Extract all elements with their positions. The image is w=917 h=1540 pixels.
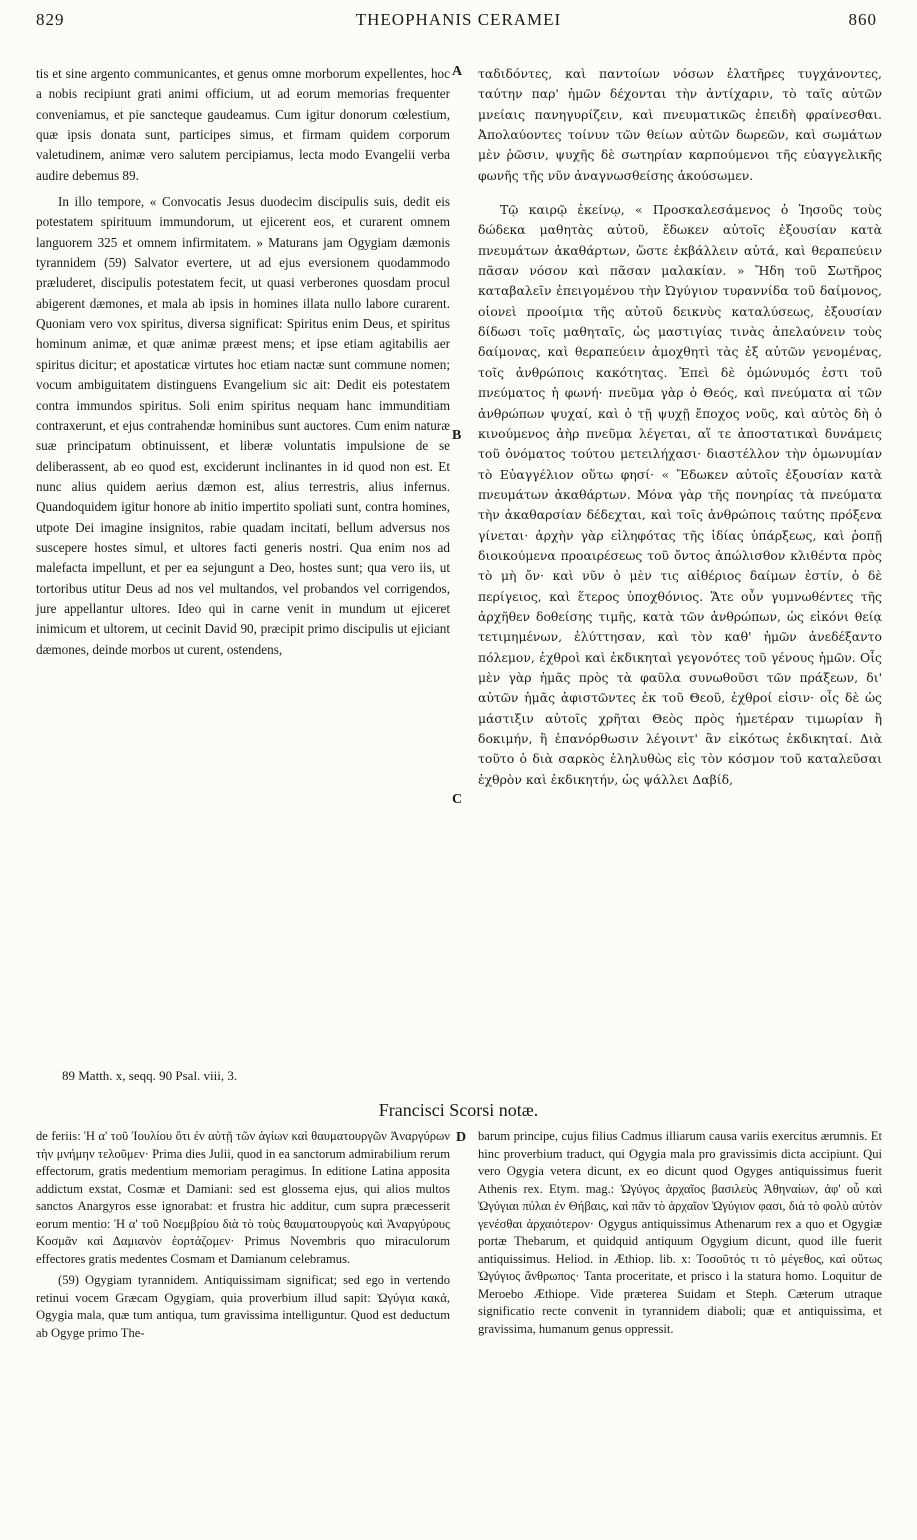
greek-column <box>478 64 882 790</box>
page-header <box>0 10 917 40</box>
note-paragraph: barum principe, cujus filius Cadmus illiarum causa variis exercitus ærumnis. Et hinc proverbium traduct, qui Ogygia mala pro gravissimis dicta accipiunt. Qui vero Ogygia vetera dicunt, ex eo dicunt quod Ogyges antiquissimus fuerit Athenis rex. Etym. mag.: Ὠγύγος ἀρχαῖος βασιλεὺς Ἀθηναίων, ἀφ' οὗ καὶ Ὠγύγιαι πύλαι ἐν Θήβαις, καὶ πᾶν τὸ ἀρχαῖον Ὠγύγιον φασι, διὰ τὸ φολὺ αὐτὸν γενέσθαι ἀρχαιότερον· Ogygus antiquissimus Athenarum rex a quo et Ogygiæ portæ Thebarum, et quidquid antiquum Ogygium dicunt, quod ille fuerit antiquissimus. Heliod. in Æthiop. lib. x: Τοσοῦτός τι τὸ μέγεθος, καὶ οὕτως Ὠγύγιος ἄνθρωπος· Tanta proceritate, et prisco i la statura homo. Loquitur de Meroebo Æthiope. Vide præterea Suidam et Steph. Cæterum utraque significatio recte convenit in tyrannidem diaboli; quæ et antiquissima, et gravissima, humanum genus oppressit. <box>478 1129 882 1336</box>
margin-letter-b: B <box>452 428 462 443</box>
latin-column <box>36 64 450 660</box>
page-number-left: 829 <box>36 10 65 29</box>
margin-letter-d: D <box>456 1130 467 1145</box>
latin-paragraph-2: In illo tempore, « Convocatis Jesus duodecim discipulis suis, dedit eis potestatem spirituum immundorum, ut ejicerent eos, et curarent omnem languorem 325 et omnem infirmitatem. » Maturans jam Ogygiam dæmonis tyrannidem (59) Salvator evertere, ut ad ejus eversionem quodammodo præluderet, discipulis potestatem fecit, ut quasi verberones quosdam procul abigerent dæmones, et mala ab ipsis in homines illata nullo labore curarent. Quoniam vero vox spiritus, diversa significat: Spiritus enim Deus, et spiritus hominum animæ, et quæ animæ præest mens; et ipse etiam agitabilis aer spiritus dicitur; et apostaticæ virtutes hoc etiam nactæ sunt commune nomen; vocum ambiguitatem distinguens Evangelium sic ait: Dedit eis potestatem contra immundos spiritus. Soli enim spiritus nequam hanc immunditiam contraxerunt, et ejus contrahendæ hominibus sunt auctores. Cum enim naturæ suæ principatum obtinuissent, et liberæ voluntatis impulsione de se deliberassent, ab eo quod est, exciderunt inclinantes in id quod non est. Et nunc alius quidem aerius dæmon est, alius terrestris, alius infernus. Quandoquidem igitur honore ab initio impertito spoliati sunt, contra homines, utpote Dei imagine insignitos, rabie quadam incitati, bellum adversus nos suscepere hostes simul, et ultores facti generis nostri. Qua enim nos ad malefacta impellunt, et per ea sejungunt a Deo, hostes sunt; qua vero iis, ut tortoribus utitur Deus ad nos vel multandos, vel probandos vel corrigendos, jure appellantur ultores. Ideo qui in carne venit in mundum ut ejiceret inimicum et ultorem, ut cecinit David 90, præcipit primo discipulis ut ejiciant dæmones, deinde morbos ut curent, ostendens, <box>36 194 450 657</box>
page-number-right: 860 <box>848 10 877 29</box>
margin-letter-c: C <box>452 792 463 807</box>
greek-paragraph-1: ταδιδόντες, καὶ παντοίων νόσων ἐλατῆρες τυγχάνοντες, ταύτην παρ' ἡμῶν δέχονται τὴν ἀντίχαριν, τὸ ταῖς αὐτῶν μνείαις πανηγυρίζειν, καὶ πνευματικῶς ἐπειδὴ φραίνεσθαι. Ἀπολαύοντες τοίνυν τῶν θείων αὐτῶν δωρεῶν, καὶ σωμάτων μὲν ῥῶσιν, ψυχῆς δὲ σωτηρίαν καρπούμενοι τῆς εὐαγγελικῆς φωνῆς τῆς νῦν ἀναγνωσθείσης ἀκούσωμεν. <box>478 66 882 183</box>
note-paragraph: (59) Ogygiam tyrannidem. Antiquissimam significat; sed ego in vertendo retinui vocem Græcam Ogygiam, quia proverbium illud sapit: Ὠγύγια κακά, Ogygia mala, quæ tum antiqua, tum gravissima intelliguntur. Quod est deductum ab Ogyge primo The- <box>36 1273 450 1340</box>
notes-right-column <box>478 1128 882 1338</box>
footnotes: 89 Matth. x, seqq. 90 Psal. viii, 3. <box>62 1068 238 1083</box>
notes-title: Francisci Scorsi notæ. <box>378 1100 539 1120</box>
note-paragraph: de feriis: Ἡ α' τοῦ Ἰουλίου ὅτι ἐν αὐτῇ τῶν ἁγίων καὶ θαυματουργῶν Ἀναργύρων τὴν μνήμην τελοῦμεν· Prima dies Julii, quod in ea sanctorum admirabilium rerum effectorum, gratis medentium memoriam peragimus. In editione Latina apposita addictum exstat, Cosmæ et Damiani: sed est glossema ejus, qui alios multos sanctos Anargyros esse ignorabat: et frustra hic additur, cum supra præcesserit eorum mentio: Ἡ α' τοῦ Νοεμβρίου διὰ τὸ τοὺς θαυματουργοὺς καὶ Ἀναργύρους Κοσμᾶν καὶ Δαμιανὸν ἑορτάζομεν· Primus Novembris quo miraculorum effectores gratis medentes Cosmam et Damianum celebramus. <box>36 1129 450 1266</box>
running-title: THEOPHANIS CERAMEI <box>355 10 562 29</box>
margin-letter-a: A <box>452 64 463 79</box>
latin-paragraph-1: tis et sine argento communicantes, et genus omne morborum expellentes, hoc a nobis recipiunt grati animi officium, ut ad eorum memorias frequenter conveniamus, et pie sancteque gaudeamus. Cum igitur donorum cœlestium, quæ ipsis donata sunt, participes simus, et firmam quidem corporum valetudinem, animæ vero salutem percipiamus, lecta modo Evangelii verba audire debemus 89. <box>36 66 450 183</box>
greek-paragraph-2: Τῷ καιρῷ ἐκείνῳ, « Προσκαλεσάμενος ὁ Ἰησοῦς τοὺς δώδεκα μαθητὰς αὐτοῦ, ἔδωκεν αὐτοῖς ἐξουσίαν κατὰ πνευμάτων ἀκαθάρτων, ὥστε ἐκβάλλειν αὐτά, καὶ θεραπεύειν πᾶσαν νόσον καὶ πᾶσαν μαλακίαν. » Ἤδη τοῦ Σωτῆρος καταβαλεῖν ἐπειγομένου τὴν Ὠγύγιον τυραννίδα τοῦ δαίμονος, οἱονεὶ προοίμια τῆς αὐτοῦ δεικνὺς καταλύσεως, ἐξουσίαν δίδωσι τοῖς μαθηταῖς, ὡς μαστιγίας τινὰς ἀπελαύνειν τοὺς δαίμονας, καὶ θεραπεύειν ἀμοχθητὶ τὰς ἐξ αὐτῶν γενομένας, τοῖς ἀνθρώποις κακότητας. Ἐπεὶ δὲ ὁμώνυμός ἐστι τοῦ πνεύματος ἡ φωνή· πνεῦμα γὰρ ὁ Θεός, καὶ πνεύματα αἱ τῶν ἀνθρώπων ψυχαί, καὶ ὁ τῇ ψυχῇ ἔποχος νοῦς, καὶ αὐτὸς δὴ ὁ κινούμενος ἀὴρ πνεῦμα λέγεται, αἵ τε ἀποστατικαὶ δυνάμεις τοῦ ὀνόματος τούτου μετειλήχασι· διαστέλλον τὴν ὁμωνυμίαν τὸ Εὐαγγέλιον οὕτω φησί· « Ἔδωκεν αὐτοῖς ἐξουσίαν κατὰ πνευμάτων ἀκαθάρτων. Μόνα γὰρ τῆς πονηρίας τὰ πνεύματα τὴν ἀκαθαρσίαν δέδεχται, καὶ τοῖς ἀνθρώποις ταύτης πρόξενα γίνεται· ἀρχὴν γὰρ εἰληφότας τῆς ἰδίας ὑπάρξεως, καὶ ῥοπῇ διοικούμενα προαιρέσεως τοῦ ὄντος ἀπώλισθον κλιθέντα πρὸς τὸ μὴ ὄν· καὶ νῦν ὁ μὲν τις αἰθέριος δαίμων ἐστίν, ὁ δὲ περίγειος, καὶ ἕτερος ὑποχθόνιος. Ἅτε οὖν γυμνωθέντες τῆς ἀρχῆθεν δοθείσης τιμῆς, κατὰ τῶν ἀνθρώπων, ὡς εἰκόνι θείᾳ τετιμημένων, ἐλύττησαν, καὶ τὸν καθ' ἡμῶν ἀνεδέξαντο πόλεμον, ἐχθροὶ καὶ ἐκδικηταὶ γεγονότες τοῦ γένους ἡμῶν. Οἷς μὲν γὰρ ἡμᾶς πρὸς τὰ φαῦλα συνωθοῦσι τῶν πράξεων, δι' αὐτῶν ἡμᾶς ἀφιστῶντες ἐκ τοῦ Θεοῦ, ἐχθροί εἰσιν· οἷς δὲ ὡς μάστιξιν αὐτοῖς χρῆται Θεὸς πρὸς ἡμετέραν τιμωρίαν ἢ δοκιμήν, ἢ ἐπανόρθωσιν λέγοιντ' ἂν εἰκότως ἐκδικηταί. Διὰ τοῦτο ὁ διὰ σαρκὸς ἐληλυθὼς εἰς τὸν κόσμον τοῦ καταλεῦσαι ἐχθρὸν καὶ ἐκδικητήν, ὡς ψάλλει Δαβίδ, <box>478 202 882 787</box>
notes-left-column <box>36 1128 450 1342</box>
